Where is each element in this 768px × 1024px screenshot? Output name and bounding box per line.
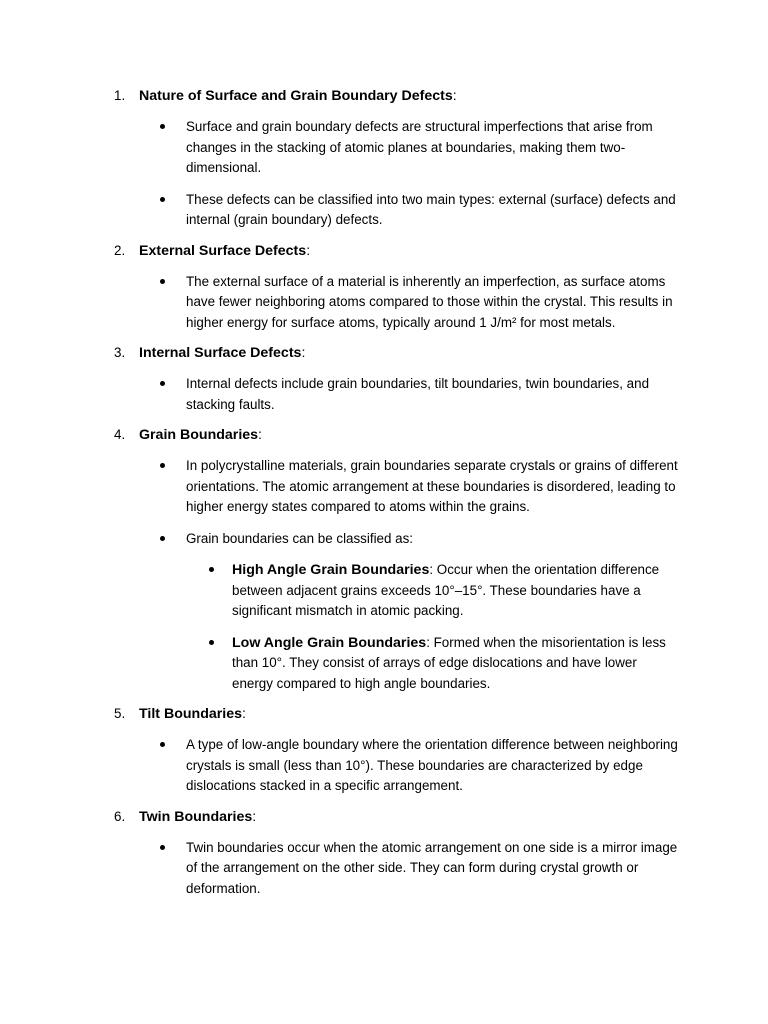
bullet-list	[0, 374, 768, 415]
section-colon: :	[252, 808, 257, 825]
list-item	[0, 374, 768, 415]
section-nature-of-defects	[0, 86, 768, 231]
bullet-list	[0, 117, 768, 231]
bullet-list	[0, 272, 768, 334]
section-heading	[0, 807, 768, 827]
bullet-list	[0, 456, 768, 549]
section-external-surface-defects	[0, 241, 768, 334]
section-heading	[0, 704, 768, 724]
section-colon: :	[301, 345, 306, 361]
sub-bullet-text: : Occur when the orientation difference between adjacent grains exceeds 10°–15°. These boundaries have a significant mismatch in atomic packing.	[232, 562, 660, 618]
bullet-text: Twin boundaries occur when the atomic arrangement on one side is a mirror image of the arrangement on the other side. They can form during crystal growth or deformation.	[186, 839, 678, 896]
list-item	[0, 838, 768, 900]
bullet-text: In polycrystalline materials, grain boundaries separate crystals or grains of different orientations. The atomic arrangement at these boundaries is disordered, leading to higher energy states compared to atoms within the grains.	[186, 458, 678, 514]
list-item	[0, 529, 768, 550]
bullet-text: A type of low-angle boundary where the orientation difference between neighboring crystals is small (less than 10°). These boundaries are characterized by edge dislocations stacked in a specific arrangement.	[186, 737, 678, 793]
section-twin-boundaries	[0, 807, 768, 900]
list-item	[0, 272, 768, 334]
list-item	[0, 735, 768, 797]
bullet-dot-icon	[160, 279, 165, 284]
section-number: 5.	[114, 706, 126, 721]
list-item	[0, 117, 768, 179]
section-number: 6.	[114, 808, 126, 824]
section-heading	[0, 86, 768, 106]
section-title: Tilt Boundaries	[139, 706, 243, 722]
bullet-dot-icon	[209, 567, 214, 572]
section-number: 3.	[114, 345, 126, 360]
bullet-list	[0, 735, 768, 797]
sub-bullet-term: Low Angle Grain Boundaries	[232, 634, 427, 651]
bullet-dot-icon	[160, 124, 165, 129]
section-number: 4.	[114, 427, 126, 442]
sub-bullet-term: High Angle Grain Boundaries	[232, 562, 430, 578]
section-heading	[0, 241, 768, 261]
section-title: Grain Boundaries	[139, 427, 259, 443]
sub-bullet-list	[0, 560, 768, 694]
bullet-text: Internal defects include grain boundaries, tilt boundaries, twin boundaries, and stacking faults.	[186, 376, 650, 412]
bullet-text: The external surface of a material is inherently an imperfection, as surface atoms have fewer neighboring atoms compared to those within the crystal. This results in higher energy for surface atoms, typically around 1 J/m² for most metals.	[186, 273, 673, 330]
bullet-dot-icon	[160, 197, 165, 202]
bullet-list	[0, 838, 768, 900]
section-internal-surface-defects	[0, 343, 768, 415]
list-item	[0, 560, 768, 622]
section-number: 1.	[114, 88, 126, 103]
bullet-dot-icon	[160, 536, 165, 541]
bullet-dot-icon	[160, 463, 165, 468]
bullet-dot-icon	[160, 381, 165, 386]
list-item	[0, 633, 768, 695]
section-colon: :	[258, 427, 262, 443]
list-item	[0, 456, 768, 518]
section-title: Internal Surface Defects	[139, 345, 302, 361]
bullet-text: Grain boundaries can be classified as:	[186, 530, 414, 546]
bullet-dot-icon	[209, 640, 214, 645]
section-grain-boundaries	[0, 425, 768, 694]
section-heading	[0, 343, 768, 363]
section-colon: :	[452, 88, 457, 104]
bullet-text: These defects can be classified into two main types: external (surface) defects and internal (grain boundary) defects.	[186, 191, 676, 227]
section-title: Nature of Surface and Grain Boundary Defects	[139, 88, 453, 104]
bullet-dot-icon	[160, 742, 165, 747]
bullet-text: Surface and grain boundary defects are structural imperfections that arise from changes in the stacking of atomic planes at boundaries, making them two-dimensional.	[186, 119, 653, 175]
section-number: 2.	[114, 242, 126, 258]
bullet-dot-icon	[160, 845, 165, 850]
section-tilt-boundaries	[0, 704, 768, 797]
section-colon: :	[306, 242, 311, 259]
section-heading	[0, 425, 768, 445]
section-title: External Surface Defects	[139, 242, 307, 259]
list-item	[0, 190, 768, 231]
sub-bullet-text: : Formed when the misorientation is less than 10°. They consist of arrays of edge dislocations and have lower energy compared to high angle boundaries.	[232, 634, 666, 691]
section-title: Twin Boundaries	[139, 808, 253, 825]
section-colon: :	[242, 706, 246, 722]
document-page	[0, 86, 768, 899]
